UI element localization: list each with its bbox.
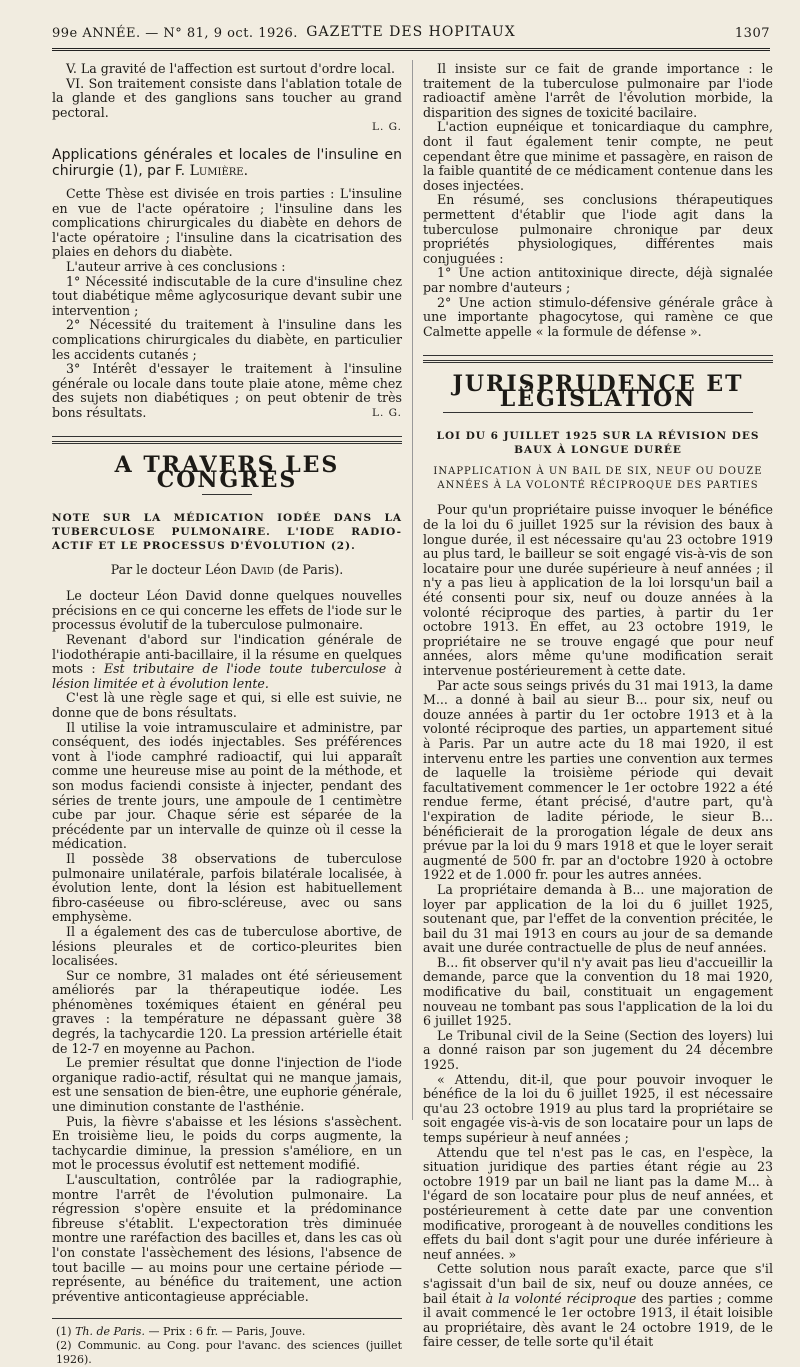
paragraph: Sur ce nombre, 31 malades ont été sérieusement améliorés par la thérapeutique iodée. Les phénomènes toxémiques étaient en général peu graves : la température ne dépassant guère 38 degrés, la tachycardie 120. La pression artérielle était de 12-7 en moyenne au Pachon.	[52, 967, 402, 1056]
law-subtitle: INAPPLICATION À UN BAIL DE SIX, NEUF OU DOUZE ANNÉES À LA VOLONTÉ RÉCIPROQUE DES PARTIES	[433, 466, 763, 492]
paragraph-text: Cette solution nous paraît exacte, parce que s'il s'agissait d'un bail de six, neuf ou douze années, ce bail était	[423, 1261, 773, 1306]
paragraph: Cette Thèse est divisée en trois parties : L'insuline en vue de l'acte opératoire ; l'insuline dans les complications chirurgicales du diabète en dehors de l'acte opératoire ; l'insuline dans la cicatrisation des plaies en dehors du diabète.	[52, 185, 402, 260]
page-header	[52, 22, 770, 46]
section-rule-double	[423, 360, 773, 363]
paragraph: 1° Nécessité indiscutable de la cure d'insuline chez tout diabétique même aglycosurique devant subir une intervention ;	[52, 273, 402, 318]
byline	[52, 563, 402, 578]
paragraph: Pour qu'un propriétaire puisse invoquer le bénéfice de la loi du 6 juillet 1925 sur la révision des baux à longue durée, il est nécessaire qu'au 23 octobre 1919 au plus tard, le bailleur se soit engagé vis-à-vis de son locataire pour une durée supérieure à neuf années ; il n'y a pas lieu à application de la loi lorsqu'un bail a été consenti pour six, neuf ou douze années à la volonté réciproque des parties, à partir du 1er octobre 1913. En effet, au 23 octobre 1919, le propriétaire ne se trouve engagé que pour neuf années, alors même qu'une modification serait intervenue postérieurement à cette date.	[423, 502, 773, 678]
issue-info: 99e ANNÉE. — N° 81, 9 oct. 1926.	[52, 26, 298, 41]
signature: L. G.	[372, 406, 402, 419]
paragraph: En résumé, ses conclusions thérapeutiques permettent d'établir que l'iode agit dans la tuberculose pulmonaire chronique par deux propriétés physiologiques, différentes mais conjuguées :	[423, 192, 773, 266]
footnote-1	[52, 1325, 402, 1339]
section-title: JURISPRUDENCE ET LÉGISLATION	[452, 371, 744, 412]
section-title: A TRAVERS LES CONGRÈS	[114, 452, 340, 494]
paragraph	[52, 362, 402, 420]
page-number: 1307	[734, 26, 770, 41]
paragraph: B... fit observer qu'il n'y avait pas lieu d'accueillir la demande, parce que la convention du 18 mai 1920, modificative du bail, constituait un engagement nouveau ne tombant pas sous l'application de la loi du 6 juillet 1925.	[423, 954, 773, 1029]
paragraph: Puis, la fièvre s'abaisse et les lésions s'assèchent. En troisième lieu, le poids du corps augmente, la tachycardie diminue, la pression s'améliore, en un mot le processus évolutif est nettement modifié.	[52, 1113, 402, 1173]
paragraph: C'est là une règle sage et qui, si elle est suivie, ne donne que de bons résultats.	[52, 690, 402, 720]
paragraph: L'action eupnéique et tonicardiaque du camphre, dont il faut également tenir compte, ne peut cependant être que minime et passagère, en raison de la faible quantité de ce médicament contenue dans les doses injectées.	[423, 119, 773, 193]
footnote-label: (1)	[56, 1325, 72, 1339]
article-heading-text: Applications générales et locales de l'insuline en chirurgie (1), par F.	[52, 146, 402, 179]
paragraph: L'auscultation, contrôlée par la radiographie, montre l'arrêt de l'évolution pulmonaire. La régression s'opère ensuite et la prédominance fibreuse s'établit. L'expectoration très diminuée montre une raréfaction des bacilles et, dans les cas où l'on constate l'assèchement des lésions, l'absence de tout bacille — au moins pour une certaine période — représente, au bénéfice du traitement, une action préventive anticontagieuse appréciable.	[52, 1172, 402, 1304]
paragraph-text: 3° Intérêt d'essayer le traitement à l'insuline générale ou locale dans toute plaie atone, même chez des sujets non diabétiques ; on peut obtenir de très bons résultats.	[52, 361, 402, 420]
left-column	[52, 62, 402, 1367]
paragraph: Par acte sous seings privés du 31 mai 1913, la dame M... a donné à bail au sieur B... pour six, neuf ou douze années à partir du 1er octobre 1913 et à la volonté réciproque des parties, un appartement situé à Paris. Par un autre acte du 18 mai 1920, il est intervenu entre les parties une convention aux termes de laquelle la troisième période qui devait facultativement commencer le 1er octobre 1922 a été rendue ferme, étant précisé, d'autre part, qu'à l'expiration de ladite période, le sieur B... bénéficierait de la prorogation légale de deux ans prévue par la loi du 9 mars 1918 et que le loyer serait augmenté de 500 fr. par an d'octobre 1920 à octobre 1922 et de 1.000 fr. pour les autres années.	[423, 677, 773, 883]
title-rule	[202, 494, 252, 495]
paragraph: 2° Une action stimulo-défensive générale grâce à une importante phagocytose, qui ramène ce que Calmette appelle « la formule de défense ».	[423, 294, 773, 339]
paragraph: Il a également des cas de tuberculose abortive, de lésions pleurales et de cortico-pleurites bien localisées.	[52, 923, 402, 969]
section-rule	[423, 355, 773, 356]
column-divider	[412, 60, 413, 1120]
paragraph: Il utilise la voie intramusculaire et administre, par conséquent, des iodés injectables. Ses préférences vont à l'iode camphré radioactif, qui lui apparaît comme une heureuse mise au point de la méthode, et son modus faciendi consiste à injecter, pendant des séries de trente jours, une ampoule de 1 centimètre cube par jour. Chaque série est séparée de la précédente par un intervalle de quinze où il cesse la médication.	[52, 719, 402, 852]
paragraph: L'auteur arrive à ces conclusions :	[66, 258, 286, 274]
paragraph: Le premier résultat que donne l'injection de l'iode organique radio-actif, résultat qui ne manque jamais, est une sensation de bien-être, une euphorie générale, une diminution constante de l'asthénie.	[52, 1055, 402, 1115]
paragraph: Attendu que tel n'est pas le cas, en l'espèce, la situation juridique des parties étant régie au 23 octobre 1919 par un bail ne liant pas la dame M... à l'égard de son locataire pour plus de neuf années, et postérieurement à cette date par une convention modificative, prorogeant à de nouvelles conditions les effets du bail dont s'agit pour une durée inférieure à neuf années. »	[423, 1144, 773, 1262]
signature: L. G.	[372, 121, 402, 134]
paragraph: Le docteur Léon David donne quelques nouvelles précisions en ce qui concerne les effets de l'iode sur le processus évolutif de la tuberculose pulmonaire.	[52, 588, 402, 633]
emphasis: Est tributaire de l'iode toute tuberculose à lésion limitée et à évolution lente.	[52, 661, 403, 691]
byline-name: David	[240, 561, 274, 577]
journal-title: GAZETTE DES HOPITAUX	[306, 24, 516, 40]
paragraph: VI. Son traitement consiste dans l'ablation totale de la glande et des ganglions sans toucher au grand pectoral.	[52, 75, 402, 120]
section-rule	[52, 436, 402, 437]
footnote-source: Th. de Paris.	[75, 1325, 145, 1339]
paragraph: 1° Une action antitoxinique directe, déjà signalée par nombre d'auteurs ;	[423, 265, 773, 295]
footnote-text: — Prix : 6 fr. — Paris, Jouve.	[148, 1325, 306, 1339]
header-rule	[52, 48, 770, 51]
article-heading	[52, 147, 402, 179]
paragraph: V. La gravité de l'affection est surtout d'ordre local.	[66, 61, 396, 76]
byline-suffix: (de Paris).	[277, 561, 344, 577]
paragraph: La propriétaire demanda à B... une majoration de loyer par application de la loi du 6 juillet 1925, soutenant que, par l'effet de la convention précitée, le bail du 31 mai 1913 en cours au jour de sa demande avait une durée contractuelle de plus de neuf années.	[423, 881, 773, 956]
article-author: Lumière.	[189, 162, 249, 179]
section-rule-double	[52, 441, 402, 444]
byline-prefix: Par le docteur Léon	[110, 561, 237, 577]
paragraph	[423, 1262, 773, 1350]
paragraph-text: Revenant d'abord sur l'indication générale de l'iodothérapie anti-bacillaire, il la résume en quelques mots :	[52, 632, 402, 677]
paragraph: Le Tribunal civil de la Seine (Section des loyers) lui a donné raison par son jugement du 24 décembre 1925.	[423, 1027, 773, 1073]
paragraph: « Attendu, dit-il, que pour pouvoir invoquer le bénéfice de la loi du 6 juillet 1925, il est nécessaire qu'au 23 octobre 1919 au plus tard la propriétaire se soit engagée vis-à-vis de son locataire pour un laps de temps supérieur à neuf années ;	[423, 1071, 773, 1145]
paragraph: 2° Nécessité du traitement à l'insuline dans les complications chirurgicales du diabète, en particulier les accidents cutanés ;	[52, 317, 402, 362]
note-title: NOTE SUR LA MÉDICATION IODÉE DANS LA TUBERCULOSE PULMONAIRE. L'IODE RADIO-ACTIF ET LE PROCESSUS D'ÉVOLUTION (2).	[52, 511, 402, 552]
footnote-2: (2) Communic. au Cong. pour l'avanc. des sciences (juillet 1926).	[56, 1339, 402, 1367]
paragraph: Il possède 38 observations de tuberculose pulmonaire unilatérale, parfois bilatérale localisée, à évolution lente, dont la lésion est habituellement fibro-caséeuse ou fibro-scléreuse, avec ou sans emphysème.	[52, 850, 402, 925]
paragraph	[52, 633, 402, 691]
law-title: LOI DU 6 JUILLET 1925 SUR LA RÉVISION DES BAUX À LONGUE DURÉE	[436, 430, 760, 457]
footnotes	[52, 1318, 402, 1367]
title-rule	[443, 412, 753, 413]
emphasis: à la volonté réciproque	[485, 1290, 637, 1306]
paragraph-text: des parties ; comme il avait commencé le 1er octobre 1913, il était loisible au propriétaire, dès avant le 24 octobre 1919, de le faire cesser, de telle sorte qu'il était	[423, 1290, 773, 1350]
paragraph: Il insiste sur ce fait de grande importance : le traitement de la tuberculose pulmonaire par l'iode radioactif amène l'arrêt de l'évolution morbide, la disparition des signes de toxicité bacilaire.	[423, 61, 773, 120]
right-column	[423, 62, 773, 1350]
